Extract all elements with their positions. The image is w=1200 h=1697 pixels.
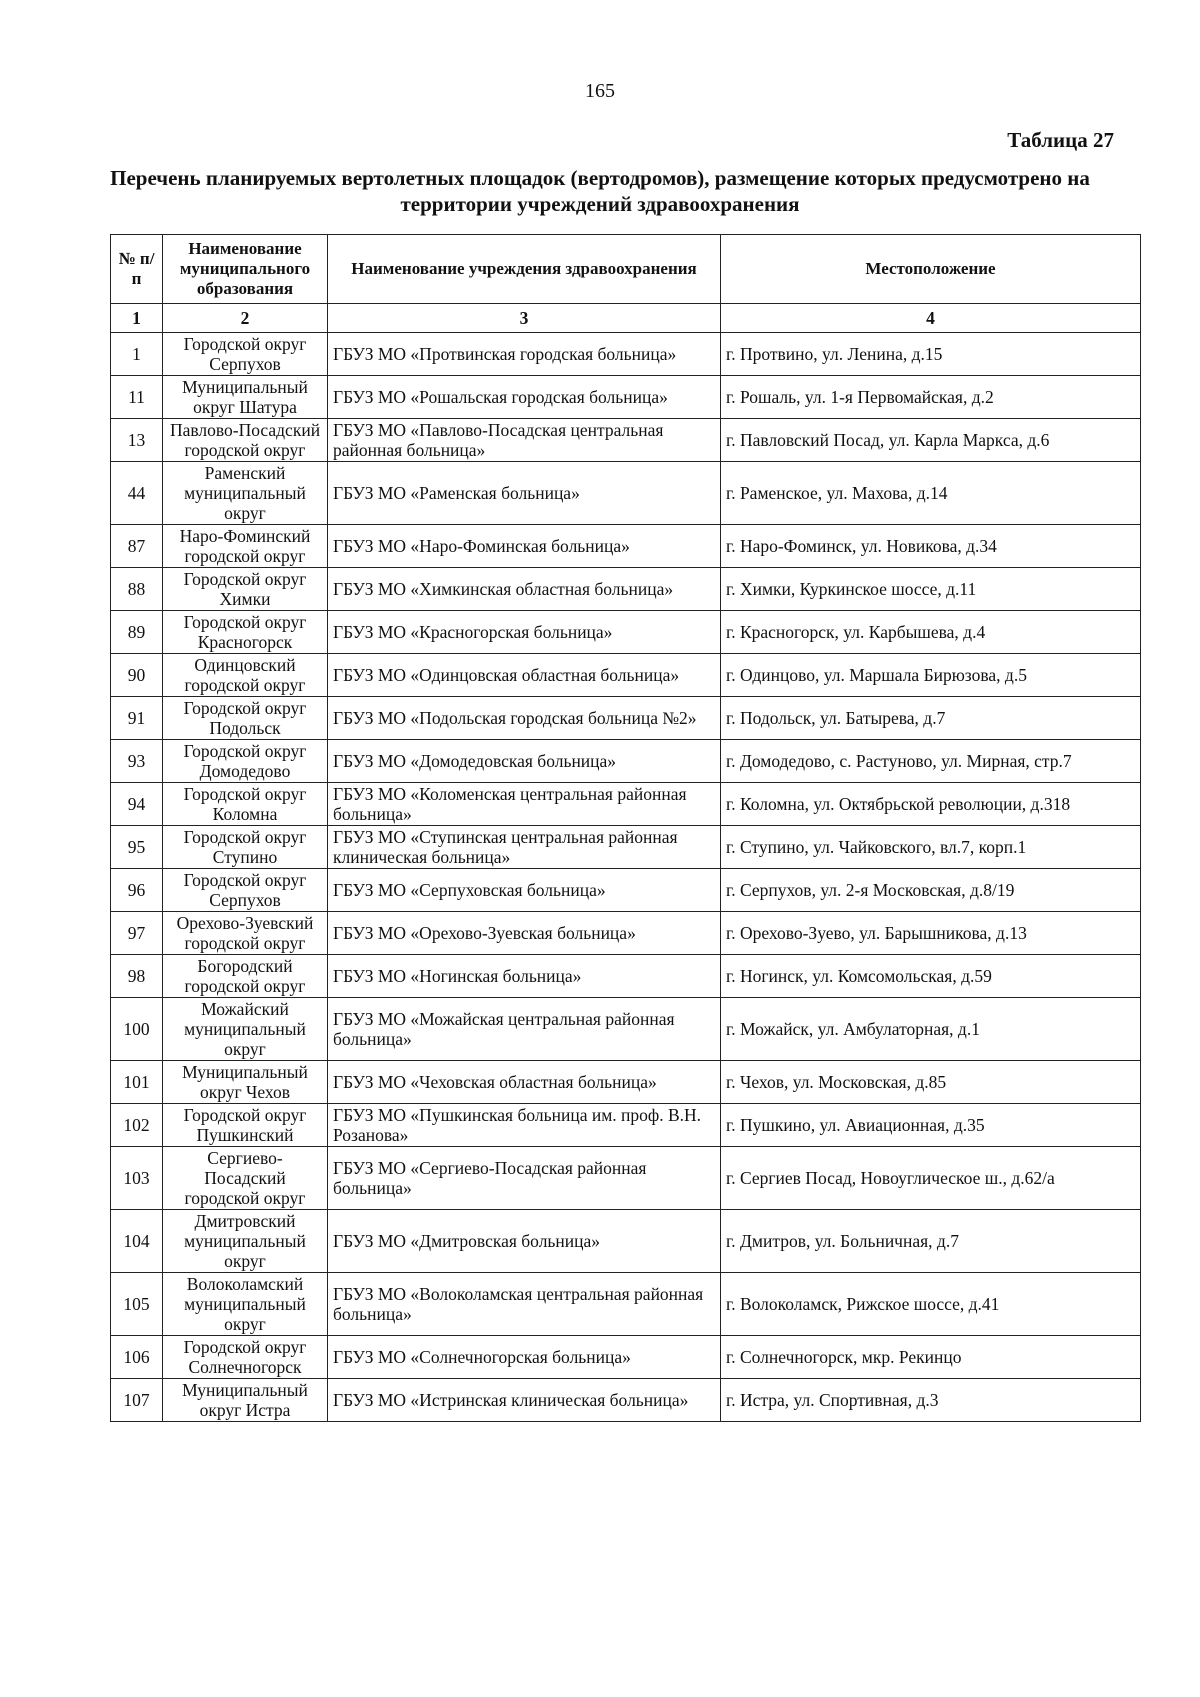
row-municipality: Павлово-Посадский городской округ xyxy=(163,419,328,462)
table-row xyxy=(111,1379,1141,1422)
table-row xyxy=(111,955,1141,998)
row-number: 89 xyxy=(111,611,163,654)
row-number: 104 xyxy=(111,1210,163,1273)
row-municipality: Городской округ Домодедово xyxy=(163,740,328,783)
column-number: 4 xyxy=(721,304,1141,333)
row-location: г. Истра, ул. Спортивная, д.3 xyxy=(721,1379,1141,1422)
row-number: 107 xyxy=(111,1379,163,1422)
row-location: г. Коломна, ул. Октябрьской революции, д.318 xyxy=(721,783,1141,826)
row-number: 91 xyxy=(111,697,163,740)
row-municipality: Муниципальный округ Шатура xyxy=(163,376,328,419)
table-row xyxy=(111,783,1141,826)
row-institution: ГБУЗ МО «Красногорская больница» xyxy=(328,611,721,654)
table-row xyxy=(111,1336,1141,1379)
row-number: 98 xyxy=(111,955,163,998)
table-row xyxy=(111,1061,1141,1104)
table-row xyxy=(111,697,1141,740)
row-institution: ГБУЗ МО «Коломенская центральная районная больница» xyxy=(328,783,721,826)
page-number: 165 xyxy=(585,80,615,102)
row-institution: ГБУЗ МО «Раменская больница» xyxy=(328,462,721,525)
row-institution: ГБУЗ МО «Волоколамская центральная районная больница» xyxy=(328,1273,721,1336)
row-number: 90 xyxy=(111,654,163,697)
healthcare-helipads-table xyxy=(110,234,1141,1422)
row-institution: ГБУЗ МО «Ступинская центральная районная клиническая больница» xyxy=(328,826,721,869)
row-municipality: Городской округ Коломна xyxy=(163,783,328,826)
row-number: 96 xyxy=(111,869,163,912)
row-municipality: Можайский муниципальный округ xyxy=(163,998,328,1061)
table-row xyxy=(111,568,1141,611)
row-number: 100 xyxy=(111,998,163,1061)
row-institution: ГБУЗ МО «Павлово-Посадская центральная районная больница» xyxy=(328,419,721,462)
row-municipality: Орехово-Зуевский городской округ xyxy=(163,912,328,955)
row-number: 106 xyxy=(111,1336,163,1379)
row-location: г. Ногинск, ул. Комсомольская, д.59 xyxy=(721,955,1141,998)
row-municipality: Городской округ Ступино xyxy=(163,826,328,869)
row-location: г. Раменское, ул. Махова, д.14 xyxy=(721,462,1141,525)
row-location: г. Чехов, ул. Московская, д.85 xyxy=(721,1061,1141,1104)
row-institution: ГБУЗ МО «Протвинская городская больница» xyxy=(328,333,721,376)
row-institution: ГБУЗ МО «Орехово-Зуевская больница» xyxy=(328,912,721,955)
column-number: 1 xyxy=(111,304,163,333)
row-institution: ГБУЗ МО «Химкинская областная больница» xyxy=(328,568,721,611)
row-institution: ГБУЗ МО «Можайская центральная районная больница» xyxy=(328,998,721,1061)
row-number: 44 xyxy=(111,462,163,525)
row-institution: ГБУЗ МО «Подольская городская больница №2» xyxy=(328,697,721,740)
column-number: 3 xyxy=(328,304,721,333)
table-row xyxy=(111,419,1141,462)
row-institution: ГБУЗ МО «Одинцовская областная больница» xyxy=(328,654,721,697)
table-row xyxy=(111,740,1141,783)
row-municipality: Городской округ Красногорск xyxy=(163,611,328,654)
row-institution: ГБУЗ МО «Домодедовская больница» xyxy=(328,740,721,783)
column-number: 2 xyxy=(163,304,328,333)
row-institution: ГБУЗ МО «Серпуховская больница» xyxy=(328,869,721,912)
row-location: г. Павловский Посад, ул. Карла Маркса, д.6 xyxy=(721,419,1141,462)
row-location: г. Пушкино, ул. Авиационная, д.35 xyxy=(721,1104,1141,1147)
row-number: 88 xyxy=(111,568,163,611)
row-number: 94 xyxy=(111,783,163,826)
row-location: г. Химки, Куркинское шоссе, д.11 xyxy=(721,568,1141,611)
row-institution: ГБУЗ МО «Дмитровская больница» xyxy=(328,1210,721,1273)
table-row xyxy=(111,912,1141,955)
row-number: 87 xyxy=(111,525,163,568)
row-municipality: Муниципальный округ Чехов xyxy=(163,1061,328,1104)
row-location: г. Волоколамск, Рижское шоссе, д.41 xyxy=(721,1273,1141,1336)
row-location: г. Орехово-Зуево, ул. Барышникова, д.13 xyxy=(721,912,1141,955)
table-row xyxy=(111,869,1141,912)
table-label: Таблица 27 xyxy=(1007,128,1114,152)
row-municipality: Городской округ Химки xyxy=(163,568,328,611)
row-number: 103 xyxy=(111,1147,163,1210)
row-institution: ГБУЗ МО «Рошальская городская больница» xyxy=(328,376,721,419)
row-municipality: Волоколамский муниципальный округ xyxy=(163,1273,328,1336)
row-location: г. Дмитров, ул. Больничная, д.7 xyxy=(721,1210,1141,1273)
table-row xyxy=(111,611,1141,654)
row-municipality: Городской округ Серпухов xyxy=(163,869,328,912)
page-title: Перечень планируемых вертолетных площадок (вертодромов), размещение которых предусмотрено на территории учреждений здравоохранения xyxy=(110,166,1090,216)
row-number: 95 xyxy=(111,826,163,869)
table-row xyxy=(111,1273,1141,1336)
table-header-row xyxy=(111,235,1141,304)
row-location: г. Рошаль, ул. 1-я Первомайская, д.2 xyxy=(721,376,1141,419)
row-location: г. Подольск, ул. Батырева, д.7 xyxy=(721,697,1141,740)
row-institution: ГБУЗ МО «Пушкинская больница им. проф. В.Н. Розанова» xyxy=(328,1104,721,1147)
table-row xyxy=(111,525,1141,568)
row-number: 1 xyxy=(111,333,163,376)
row-number: 105 xyxy=(111,1273,163,1336)
table-row xyxy=(111,826,1141,869)
row-institution: ГБУЗ МО «Сергиево-Посадская районная больница» xyxy=(328,1147,721,1210)
row-location: г. Одинцово, ул. Маршала Бирюзова, д.5 xyxy=(721,654,1141,697)
row-number: 11 xyxy=(111,376,163,419)
row-location: г. Протвино, ул. Ленина, д.15 xyxy=(721,333,1141,376)
row-municipality: Городской округ Подольск xyxy=(163,697,328,740)
table-row xyxy=(111,1147,1141,1210)
row-municipality: Городской округ Серпухов xyxy=(163,333,328,376)
table-row xyxy=(111,1210,1141,1273)
row-location: г. Ступино, ул. Чайковского, вл.7, корп.1 xyxy=(721,826,1141,869)
row-municipality: Наро-Фоминский городской округ xyxy=(163,525,328,568)
table-row xyxy=(111,654,1141,697)
table-row xyxy=(111,376,1141,419)
row-location: г. Сергиев Посад, Новоуглическое ш., д.62/а xyxy=(721,1147,1141,1210)
row-municipality: Городской округ Солнечногорск xyxy=(163,1336,328,1379)
row-municipality: Раменский муниципальный округ xyxy=(163,462,328,525)
row-municipality: Богородский городской округ xyxy=(163,955,328,998)
table-row xyxy=(111,333,1141,376)
table-row xyxy=(111,462,1141,525)
row-location: г. Красногорск, ул. Карбышева, д.4 xyxy=(721,611,1141,654)
row-institution: ГБУЗ МО «Истринская клиническая больница» xyxy=(328,1379,721,1422)
row-number: 101 xyxy=(111,1061,163,1104)
header-institution: Наименование учреждения здравоохранения xyxy=(328,235,721,304)
row-location: г. Солнечногорск, мкр. Рекинцо xyxy=(721,1336,1141,1379)
row-number: 97 xyxy=(111,912,163,955)
row-municipality: Муниципальный округ Истра xyxy=(163,1379,328,1422)
row-location: г. Домодедово, с. Растуново, ул. Мирная, стр.7 xyxy=(721,740,1141,783)
row-number: 93 xyxy=(111,740,163,783)
row-institution: ГБУЗ МО «Чеховская областная больница» xyxy=(328,1061,721,1104)
row-municipality: Сергиево-Посадский городской округ xyxy=(163,1147,328,1210)
header-location: Местоположение xyxy=(721,235,1141,304)
table-row xyxy=(111,998,1141,1061)
row-location: г. Серпухов, ул. 2-я Московская, д.8/19 xyxy=(721,869,1141,912)
table-row xyxy=(111,1104,1141,1147)
row-municipality: Дмитровский муниципальный округ xyxy=(163,1210,328,1273)
header-number: № п/п xyxy=(111,235,163,304)
column-numbers-row xyxy=(111,304,1141,333)
row-municipality: Одинцовский городской округ xyxy=(163,654,328,697)
row-location: г. Наро-Фоминск, ул. Новикова, д.34 xyxy=(721,525,1141,568)
row-number: 13 xyxy=(111,419,163,462)
row-location: г. Можайск, ул. Амбулаторная, д.1 xyxy=(721,998,1141,1061)
header-municipality: Наименование муниципального образования xyxy=(163,235,328,304)
row-institution: ГБУЗ МО «Наро-Фоминская больница» xyxy=(328,525,721,568)
row-municipality: Городской округ Пушкинский xyxy=(163,1104,328,1147)
row-institution: ГБУЗ МО «Ногинская больница» xyxy=(328,955,721,998)
row-number: 102 xyxy=(111,1104,163,1147)
row-institution: ГБУЗ МО «Солнечногорская больница» xyxy=(328,1336,721,1379)
